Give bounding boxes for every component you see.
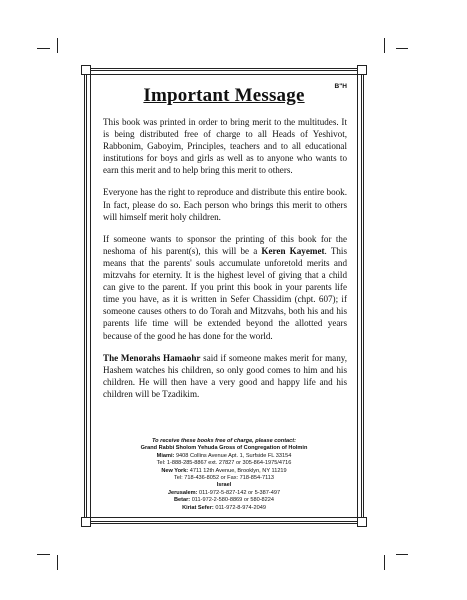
- contact-intro: To receive these books free of charge, please contact:: [151, 438, 297, 444]
- contact-label: Miami:: [156, 452, 175, 459]
- frame-corner-ornament: [81, 517, 91, 527]
- contact-betar: [87, 497, 361, 504]
- paragraph-text: said if someone makes merit for many, Hashem watches his children, so only good comes to him and his children. He will then have a very good and happy life and his children will be Tzadikim.: [103, 352, 347, 399]
- crop-mark-bottom-left: [37, 554, 50, 555]
- crop-mark-top-right-vertical: [384, 38, 385, 53]
- contact-new-york-phone: Tel: 718-436-8052 or Fax: 718-854-7113: [173, 475, 275, 482]
- contact-label: Jerusalem:: [167, 489, 198, 496]
- contact-value: 4711 12th Avenue, Brooklyn, NY 11219: [188, 467, 287, 474]
- message-body: [103, 116, 347, 410]
- contact-block: [87, 438, 361, 512]
- frame-corner-ornament: [357, 65, 367, 75]
- contact-new-york: [87, 468, 361, 475]
- crop-mark-top-left: [37, 48, 50, 49]
- contact-value: 011-972-8-974-2049: [213, 504, 266, 511]
- bh-mark: B"H: [334, 83, 347, 90]
- crop-mark-top-left-vertical: [57, 38, 58, 53]
- frame-corner-ornament: [81, 65, 91, 75]
- crop-mark-bottom-right: [396, 554, 408, 555]
- contact-value: 011-972-2-580-8869 or 580-8224: [190, 497, 275, 504]
- page-title: Important Message: [143, 85, 305, 106]
- menorahs-hamaohr-term: The Menorahs Hamaohr: [103, 352, 201, 363]
- contact-miami-phone: Tel: 1-888-285-8867 ext. 27827 or 305-864-1975/4716: [156, 460, 292, 467]
- contact-value: 9408 Collins Avenue Apt. 1, Surfside FL 33154: [174, 452, 292, 459]
- contact-jerusalem: [87, 490, 361, 497]
- crop-mark-bottom-left-vertical: [57, 555, 58, 570]
- crop-mark-top-right: [396, 48, 408, 49]
- paragraph-sponsorship: [103, 233, 347, 342]
- contact-label: New York:: [161, 467, 189, 474]
- contact-kiriat-sefer: [87, 505, 361, 512]
- contact-value: 011-972-5-827-142 or 5-387-497: [197, 489, 281, 496]
- contact-label: Kiriat Sefer:: [182, 504, 214, 511]
- paragraph-text: . This means that the parents' souls accumulate unforetold merits and mitzvahs for eternity. It is the highest level of giving that a child can give to the parent. If you print this book in your parents life time you have, as it is written in Sefer Chassidim (chpt. 607); if someone causes others to do Torah and Mitzvahs, both his and his parents life time will be extended beyond the allotted years because of the good he has done for the world.: [103, 245, 347, 341]
- paragraph-reproduction: Everyone has the right to reproduce and distribute this entire book. In fact, please do so. Each person who brings this merit to others will himself merit holy children.: [103, 187, 347, 222]
- frame-corner-ornament: [357, 517, 367, 527]
- crop-mark-bottom-right-vertical: [384, 555, 385, 570]
- contact-name: Grand Rabbi Sholom Yehuda Gross of Congregation of Holmin: [140, 445, 308, 452]
- paragraph-menorahs-hamaohr: [103, 352, 347, 400]
- contact-miami: [87, 453, 361, 460]
- paragraph-text: If someone wants to sponsor the printing of this book for the neshoma of his parent(s), this will be a: [103, 233, 347, 256]
- keren-kayemet-term: Keren Kayemet: [261, 245, 325, 256]
- paragraph-distribution: This book was printed in order to bring merit to the multitudes. It is being distributed free of charge to all Heads of Yeshivot, Rabbonim, Gaboyim, Principles, teachers and to all educational institutions for boys and girls as well as to anyone who wants to earn this merit and to help bring this merit to others.: [103, 117, 347, 176]
- contact-israel-heading: Israel: [216, 482, 232, 489]
- message-frame: [84, 68, 364, 524]
- contact-label: Betar:: [173, 497, 191, 504]
